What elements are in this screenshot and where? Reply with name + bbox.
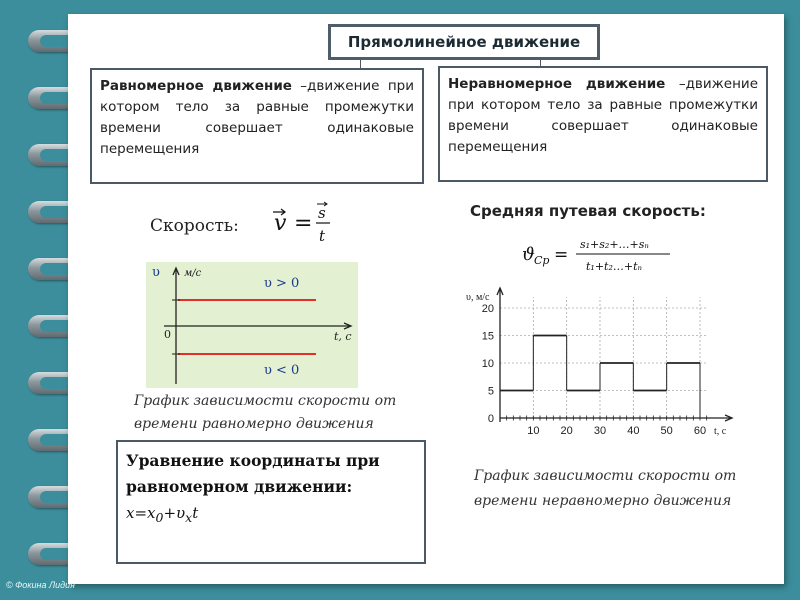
svg-text:=: = bbox=[294, 211, 313, 236]
y-tick-label: 10 bbox=[481, 358, 494, 370]
origin-label: 0 bbox=[487, 413, 494, 425]
x-tick-label: 60 bbox=[693, 425, 707, 437]
coordinate-equation-box bbox=[116, 440, 426, 564]
average-speed-label: Средняя путевая скорость: bbox=[470, 202, 706, 220]
y-tick-label: 20 bbox=[481, 303, 494, 315]
svg-text:=: = bbox=[554, 245, 569, 265]
equation-heading-line2: равномерном движении: bbox=[126, 477, 353, 496]
nonuniform-motion-definition bbox=[438, 66, 768, 182]
graph1-zero: 0 bbox=[164, 328, 171, 341]
graph1-y-unit: м/с bbox=[184, 268, 202, 279]
graph-background bbox=[146, 262, 358, 388]
speed-formula bbox=[268, 196, 338, 248]
x-tick-label: 40 bbox=[627, 425, 640, 437]
svg-text:t₁+t₂…+tₙ: t₁+t₂…+tₙ bbox=[586, 260, 642, 273]
x-tick-label: 10 bbox=[527, 425, 540, 437]
x-tick-label: 50 bbox=[660, 425, 673, 437]
nonuniform-velocity-chart bbox=[456, 282, 746, 440]
graph2-caption-line1: График зависимости скорости от bbox=[474, 468, 737, 484]
svg-text:t: t bbox=[319, 227, 326, 245]
nonuniform-definition-text: –движение при котором тело за равные промежутки времени совершает одинаковые перемещения bbox=[448, 76, 759, 155]
x-tick-label: 20 bbox=[560, 425, 573, 437]
nonuniform-term: Неравномерное движение bbox=[448, 76, 666, 92]
y-axis-label: υ, м/с bbox=[466, 292, 490, 303]
uniform-term: Равномерное движение bbox=[100, 78, 292, 94]
uniform-motion-definition bbox=[90, 68, 424, 184]
copyright-text: © Фокина Лидия bbox=[6, 580, 75, 590]
svg-text:s₁+s₂+…+sₙ: s₁+s₂+…+sₙ bbox=[580, 238, 649, 251]
svg-text:ϑ: ϑ bbox=[522, 244, 535, 265]
x-tick-label: 30 bbox=[593, 425, 607, 437]
graph1-v-symbol: υ bbox=[152, 265, 160, 280]
graph1-caption-line1: График зависимости скорости от bbox=[134, 393, 397, 409]
y-tick-label: 15 bbox=[481, 330, 494, 343]
speed-label: Скорость: bbox=[150, 216, 239, 236]
slide-title bbox=[328, 24, 600, 60]
svg-text:Cp: Cp bbox=[534, 254, 550, 267]
equation-heading-line1: Уравнение координаты при bbox=[126, 451, 380, 470]
uniform-definition-text: –движение при котором тело за равные промежутки времени совершает одинаковые перемещения bbox=[100, 78, 414, 157]
x-axis-label: t, c bbox=[714, 426, 727, 437]
uniform-velocity-graph bbox=[146, 262, 358, 388]
graph1-caption-line2: времени равномерно движения bbox=[134, 416, 374, 432]
slide-title-text: Прямолинейное движение bbox=[347, 33, 581, 51]
graph2-caption-line2: времени неравномерно движения bbox=[474, 493, 732, 509]
y-tick-label: 5 bbox=[487, 385, 494, 398]
average-speed-formula bbox=[520, 232, 680, 276]
graph1-positive-label: υ > 0 bbox=[264, 276, 300, 291]
graph1-negative-label: υ < 0 bbox=[264, 363, 300, 378]
svg-text:v: v bbox=[274, 211, 287, 236]
graph1-x-label: t, c bbox=[334, 330, 352, 343]
svg-text:s: s bbox=[318, 204, 326, 222]
coordinate-equation: $x=x_0+\upsilon_xt$ bbox=[126, 504, 199, 525]
